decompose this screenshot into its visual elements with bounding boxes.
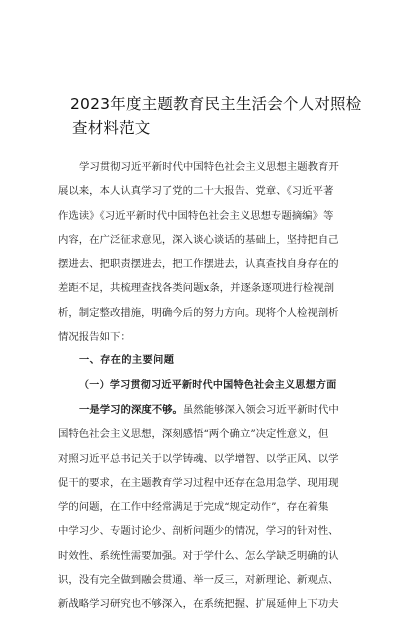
section-heading: 一、存在的主要问题 (79, 355, 175, 367)
paragraph-lead: 一是学习的深度不够。 (79, 403, 183, 416)
paragraph-line: 新战略学习研究也不够深入，在系统把握、扩展延伸上下功夫 (58, 598, 339, 611)
subsection-heading: （一）学习贯彻习近平新时代中国特色社会主义思想方面 (79, 379, 337, 391)
paragraph-line: 中学习少、专题讨论少、剖析问题少的情况，学习的针对性、 (58, 525, 339, 538)
title-line-1: 2023年度主题教育民主生活会个人对照检 (70, 95, 362, 113)
paragraph-line: 摆进去、把职责摆进去，把工作摆进去，认真查找自身存在的 (58, 258, 339, 271)
title-line-2: 查材料范文 (72, 119, 151, 137)
paragraph-line: 内容，在广泛征求意见，深入谈心谈话的基础上，坚持把自己 (58, 233, 339, 246)
paragraph-line: 学的问题，在工作中经常满足于完成“规定动作”，存在着集 (58, 501, 329, 514)
paragraph-line: 差距不足，共梳理查找各类问题x条，并逐条逐项进行检视剖 (58, 282, 335, 295)
paragraph-line: 展以来，本人认真学习了党的二十大报告、党章、《习近平著 (58, 185, 334, 198)
paragraph-line: 识，没有完全做到融会贯通、举一反三，对新理论、新观点、 (58, 574, 339, 587)
paragraph-line: 学习贯彻习近平新时代中国特色社会主义思想主题教育开 (79, 161, 339, 173)
paragraph-line: 时效性、系统性需要加强。对于学什么、怎么学缺乏明确的认 (58, 549, 339, 562)
paragraph-line: 对照习近平总书记关于以学铸魂、以学增智、以学正风、以学 (58, 452, 339, 465)
document-title (70, 92, 362, 140)
paragraph-line-first (58, 398, 358, 422)
paragraph-first-rest: 虽然能够深入领会习近平新时代中 (182, 403, 339, 416)
paragraph-line: 作选读》《习近平新时代中国特色社会主义思想专题摘编》等 (58, 209, 334, 222)
document-body (58, 155, 358, 617)
paragraph-line: 析，制定整改措施，明确今后的努力方向。现将个人检视剖析 (58, 306, 339, 319)
paragraph-line: 促干的要求，在主题教育学习过程中还存在急用急学、现用现 (58, 476, 339, 489)
paragraph-line: 国特色社会主义思想，深刻感悟“两个确立”决定性意义，但 (58, 428, 329, 441)
paragraph-line: 情况报告如下： (58, 331, 131, 344)
